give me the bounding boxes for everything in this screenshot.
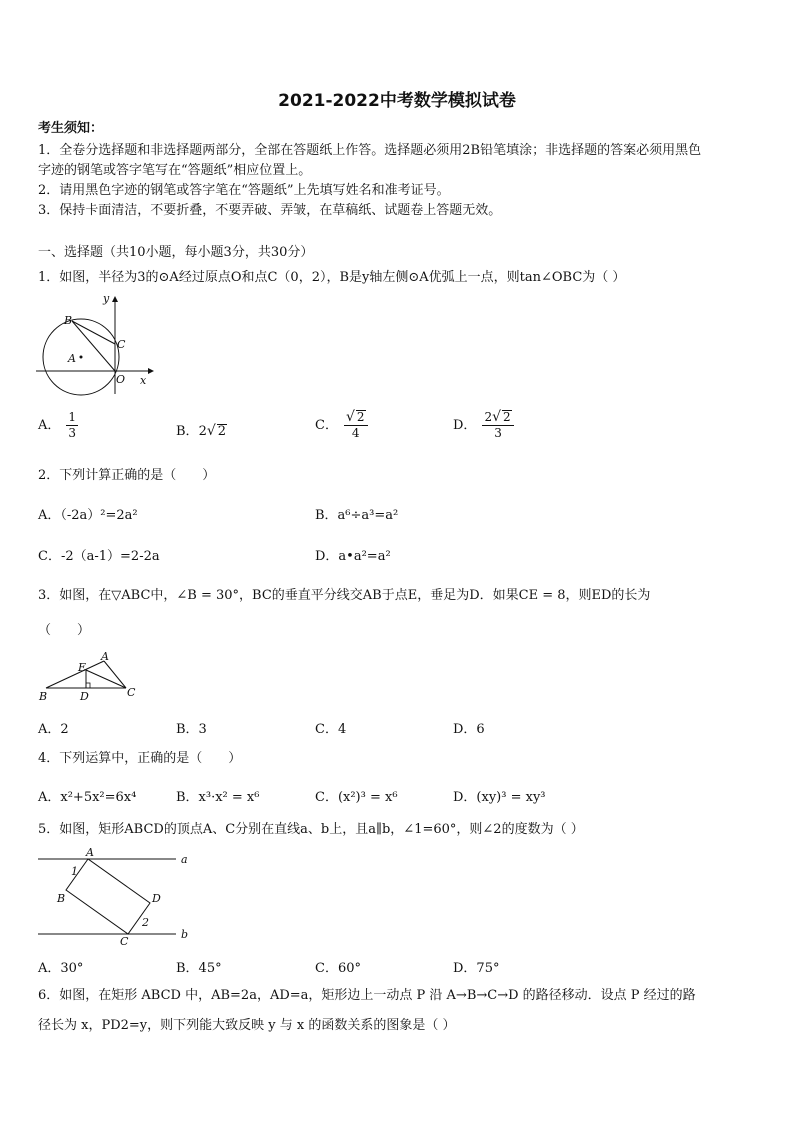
question-2-option-b: B．a⁶÷a³=a² (315, 508, 399, 523)
section-heading: 一、选择题（共10小题，每小题3分，共30分） (38, 245, 314, 260)
figure-label: 1 (71, 865, 78, 878)
question-4-option-a: A．x²+5x²=6x⁴ (38, 790, 137, 805)
question-5-stem: 5．如图，矩形ABCD的顶点A、C分别在直线a、b上，且a∥b，∠1=60°，则∠2的度数为（ ） (38, 822, 584, 837)
notice-item: 1．全卷分选择题和非选择题两部分，全部在答题纸上作答。选择题必须用2B铅笔填涂；非选择题的答案必须用黑色 (38, 143, 702, 158)
question-1-option-c: C． $\frac{√ 2}{4}$ (315, 410, 368, 441)
figure-label: A (86, 846, 94, 859)
question-3-option-c: C．4 (315, 722, 347, 737)
page-title: 2021-2022中考数学模拟试卷 (278, 91, 516, 111)
figure-label: C (127, 686, 136, 699)
figure-label: C (120, 935, 129, 946)
question-4-option-d: D．(xy)³ = xy³ (453, 790, 546, 805)
notice-item: 2．请用黑色字迹的钢笔或答字笔在“答题纸”上先填写姓名和准考证号。 (38, 183, 450, 198)
question-5-option-d: D．75° (453, 961, 500, 976)
figure-label: D (80, 690, 89, 703)
question-2-option-d: D．a•a²=a² (315, 549, 391, 564)
question-1-option-b: B．2√ 2 (176, 423, 227, 439)
question-1-stem: 1．如图，半径为3的⊙A经过原点O和点C（0，2），B是y轴左侧⊙A优弧上一点，则tan∠OBC为（ ） (38, 270, 626, 285)
figure-label: O (116, 373, 126, 386)
question-6-stem-line2: 径长为 x，PD2=y，则下列能大致反映 y 与 x 的函数关系的图象是（ ） (38, 1018, 456, 1033)
question-1-figure (36, 294, 156, 396)
question-3-paren: （ ） (38, 623, 91, 638)
figure-label: C (117, 338, 126, 351)
figure-label: y (103, 294, 110, 305)
question-3-option-b: B．3 (176, 722, 207, 737)
figure-label: x (140, 374, 147, 387)
notice-item: 字迹的钢笔或答字笔写在“答题纸”相应位置上。 (38, 163, 312, 178)
figure-label: 2 (142, 916, 149, 929)
question-5-option-b: B．45° (176, 961, 222, 976)
figure-label: A (68, 352, 76, 365)
question-1-option-a: A． $\frac{1}{3}$ (38, 410, 77, 440)
question-3-option-a: A．2 (38, 722, 69, 737)
figure-label: a (181, 853, 188, 866)
question-4-option-b: B．x³·x² = x⁶ (176, 790, 260, 805)
question-4-option-c: C．(x²)³ = x⁶ (315, 790, 398, 805)
question-2-option-a: A．（-2a）²=2a² (38, 508, 138, 523)
question-6-stem-line1: 6．如图，在矩形 ABCD 中，AB=2a，AD=a，矩形边上一动点 P 沿 A→B→C→D 的路径移动．设点 P 经过的路 (38, 988, 696, 1003)
figure-label: B (57, 892, 66, 905)
question-5-figure (36, 846, 196, 946)
question-5-option-a: A．30° (38, 961, 84, 976)
figure-label: B (64, 314, 73, 327)
question-5-option-c: C．60° (315, 961, 361, 976)
question-2-stem: 2．下列计算正确的是（ ） (38, 468, 216, 483)
question-3-stem: 3．如图，在▽ABC中，∠B = 30°，BC的垂直平分线交AB于点E，垂足为D．如果CE = 8，则ED的长为 (38, 588, 651, 603)
notice-heading: 考生须知： (38, 121, 104, 136)
figure-label: b (181, 928, 189, 941)
question-1-option-d: D． $\frac{2√ 2}{3}$ (453, 410, 514, 441)
question-2-option-c: C．-2（a-1）=2-2a (38, 549, 160, 564)
figure-label: D (152, 892, 161, 905)
figure-label: A (101, 650, 109, 663)
figure-label: E (78, 661, 87, 674)
question-3-figure (38, 650, 142, 704)
question-4-stem: 4．下列运算中，正确的是（ ） (38, 751, 242, 766)
question-3-option-d: D．6 (453, 722, 485, 737)
notice-item: 3．保持卡面清洁，不要折叠，不要弄破、弄皱，在草稿纸、试题卷上答题无效。 (38, 203, 502, 218)
figure-label: B (39, 690, 48, 703)
